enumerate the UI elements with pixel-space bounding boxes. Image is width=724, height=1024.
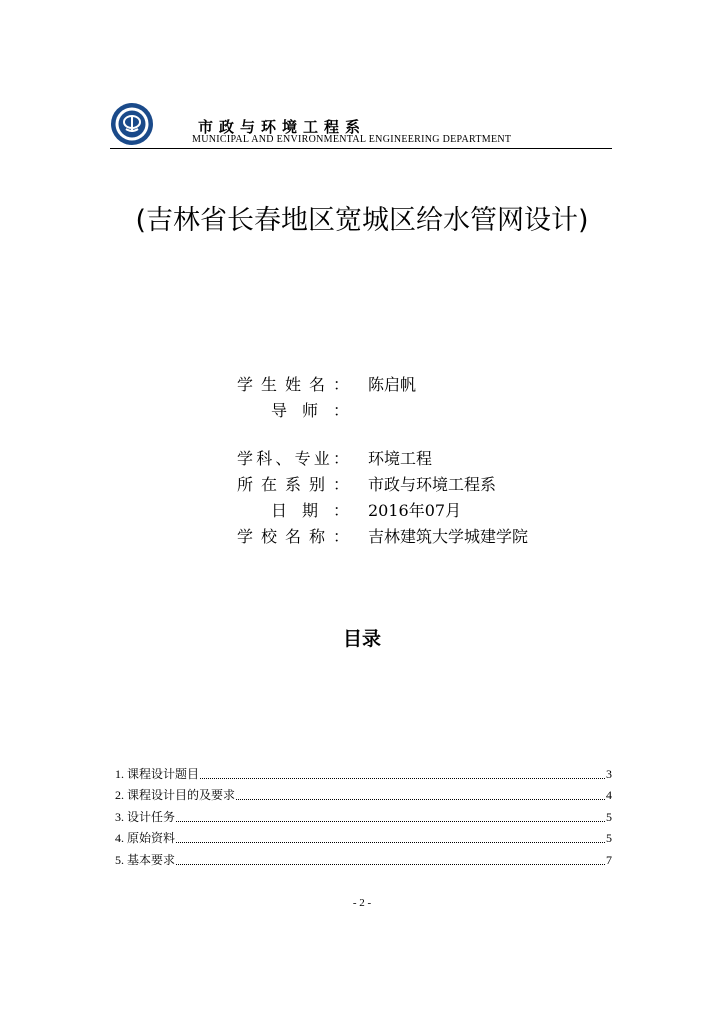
label-char: 校	[260, 527, 277, 546]
label-char: 师	[301, 401, 318, 420]
label-char: 期	[301, 501, 318, 520]
info-row-department	[237, 468, 617, 494]
toc-leader-dots	[236, 799, 605, 800]
toc-leader-dots	[176, 864, 605, 865]
label-char: 、	[275, 449, 292, 468]
advisor-label	[271, 398, 349, 421]
label-char: 名	[308, 375, 325, 394]
label-char: 别	[308, 475, 325, 494]
toc-entry-text: 3. 设计任务	[115, 809, 176, 824]
label-char: 学	[237, 527, 254, 546]
label-char: 系	[284, 475, 301, 494]
toc-entry[interactable]	[115, 846, 612, 868]
student-name-label	[237, 372, 349, 395]
info-row-advisor	[237, 394, 617, 420]
department-value: 市政与环境工程系	[368, 475, 497, 494]
major-label	[237, 446, 349, 469]
label-char: 日	[271, 501, 288, 520]
department-name-cn: 市政与环境工程系	[198, 118, 367, 136]
label-char: 业	[313, 449, 330, 468]
label-char: 科	[256, 449, 273, 468]
school-label	[237, 524, 349, 547]
toc-leader-dots	[200, 778, 605, 779]
page-header	[110, 100, 612, 150]
toc-entry[interactable]	[115, 782, 612, 804]
toc-entry-page: 4	[606, 788, 612, 802]
student-name-value: 陈启帆	[368, 375, 417, 394]
toc-entry[interactable]	[115, 803, 612, 825]
label-char: 所	[237, 475, 254, 494]
label-char: 在	[260, 475, 277, 494]
header-divider	[110, 148, 612, 149]
label-char: 导	[271, 401, 288, 420]
date-label	[271, 498, 349, 521]
date-value: 2016年07月	[368, 501, 462, 520]
toc-leader-dots	[176, 842, 605, 843]
label-char: 学	[237, 375, 254, 394]
label-char: 专	[294, 449, 311, 468]
document-title: (吉林省长春地区宽城区给水管网设计)	[135, 205, 589, 236]
toc-title: 目录	[342, 628, 381, 650]
major-value: 环境工程	[368, 449, 433, 468]
toc-entry-text: 5. 基本要求	[115, 852, 176, 867]
label-char: ：	[332, 375, 349, 394]
university-seal-icon	[110, 102, 154, 146]
department-label	[237, 472, 349, 495]
label-char: ：	[332, 475, 349, 494]
toc-entry-page: 3	[606, 766, 612, 781]
info-row-student	[237, 368, 617, 394]
toc-leader-dots	[176, 821, 605, 822]
label-char: ：	[332, 401, 349, 420]
cover-info	[237, 368, 617, 546]
label-char: ：	[332, 501, 349, 520]
school-value: 吉林建筑大学城建学院	[368, 527, 529, 546]
toc-entry-page: 7	[606, 852, 612, 867]
info-row-date	[237, 494, 617, 520]
toc-entry-text: 4. 原始资料	[115, 831, 176, 845]
toc-entry-page: 5	[606, 809, 612, 824]
toc-entry[interactable]	[115, 760, 612, 782]
page-number: - 2 -	[352, 897, 372, 909]
toc-entry-page: 5	[606, 831, 612, 845]
toc-entry-text: 2. 课程设计目的及要求	[115, 788, 236, 802]
info-row-school	[237, 520, 617, 546]
info-row-major	[237, 442, 617, 468]
toc-entry-text: 1. 课程设计题目	[115, 766, 200, 781]
table-of-contents	[115, 760, 612, 868]
label-char: 姓	[284, 375, 301, 394]
label-char: 名	[284, 527, 301, 546]
label-char: 称	[308, 527, 325, 546]
label-char: 学	[237, 449, 254, 468]
department-name-en: MUNICIPAL AND ENVIRONMENTAL ENGINEERING DEPARTMENT	[192, 134, 512, 145]
label-char: 生	[260, 375, 277, 394]
label-char: ：	[332, 527, 349, 546]
label-char: ：	[332, 449, 349, 468]
toc-entry[interactable]	[115, 825, 612, 847]
